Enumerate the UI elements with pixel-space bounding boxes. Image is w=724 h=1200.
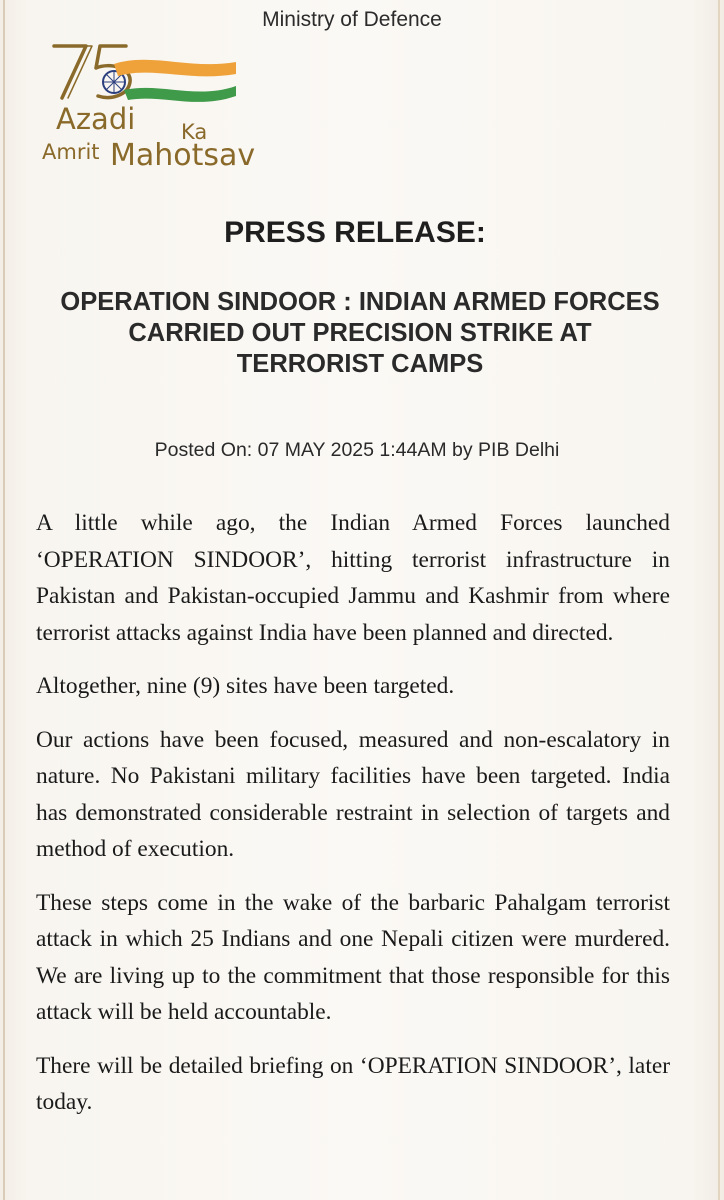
logo-text-mahotsav: Mahotsav bbox=[110, 138, 256, 173]
ministry-header: Ministry of Defence bbox=[262, 8, 442, 31]
logo-75-graphic bbox=[40, 40, 290, 110]
logo-text-azadi: Azadi bbox=[56, 102, 136, 136]
azadi-ka-amrit-mahotsav-logo bbox=[40, 40, 290, 180]
page-border-right bbox=[718, 0, 720, 1200]
body-paragraph: A little while ago, the Indian Armed Forces launched ‘OPERATION SINDOOR’, hitting terrorist infrastructure in Pakistan and Pakistan-occupied Jammu and Kashmir from where terrorist attacks against India have been planned and directed. bbox=[36, 510, 670, 646]
body-paragraph: Altogether, nine (9) sites have been targeted. bbox=[36, 673, 455, 699]
release-body bbox=[36, 505, 670, 1138]
press-release-title: PRESS RELEASE: bbox=[224, 216, 486, 249]
body-paragraph: Our actions have been focused, measured and non-escalatory in nature. No Pakistani military facilities have been targeted. India has demonstrated considerable restraint in selection of targets and method of execution. bbox=[36, 726, 670, 862]
page-border-left bbox=[3, 0, 5, 1200]
logo-text-ka: Ka bbox=[181, 120, 208, 144]
logo-text-amrit: Amrit bbox=[42, 140, 100, 164]
release-headline: OPERATION SINDOOR : INDIAN ARMED FORCES CARRIED OUT PRECISION STRIKE AT TERRORIST CAMPS bbox=[60, 288, 660, 378]
body-paragraph: There will be detailed briefing on ‘OPERATION SINDOOR’, later today. bbox=[36, 1052, 670, 1115]
body-paragraph: These steps come in the wake of the barbaric Pahalgam terrorist attack in which 25 Indians and one Nepali citizen were murdered. We are living up to the commitment that those responsible for this attack will be held accountable. bbox=[36, 889, 670, 1025]
posted-on-line: Posted On: 07 MAY 2025 1:44AM by PIB Delhi bbox=[154, 439, 560, 461]
